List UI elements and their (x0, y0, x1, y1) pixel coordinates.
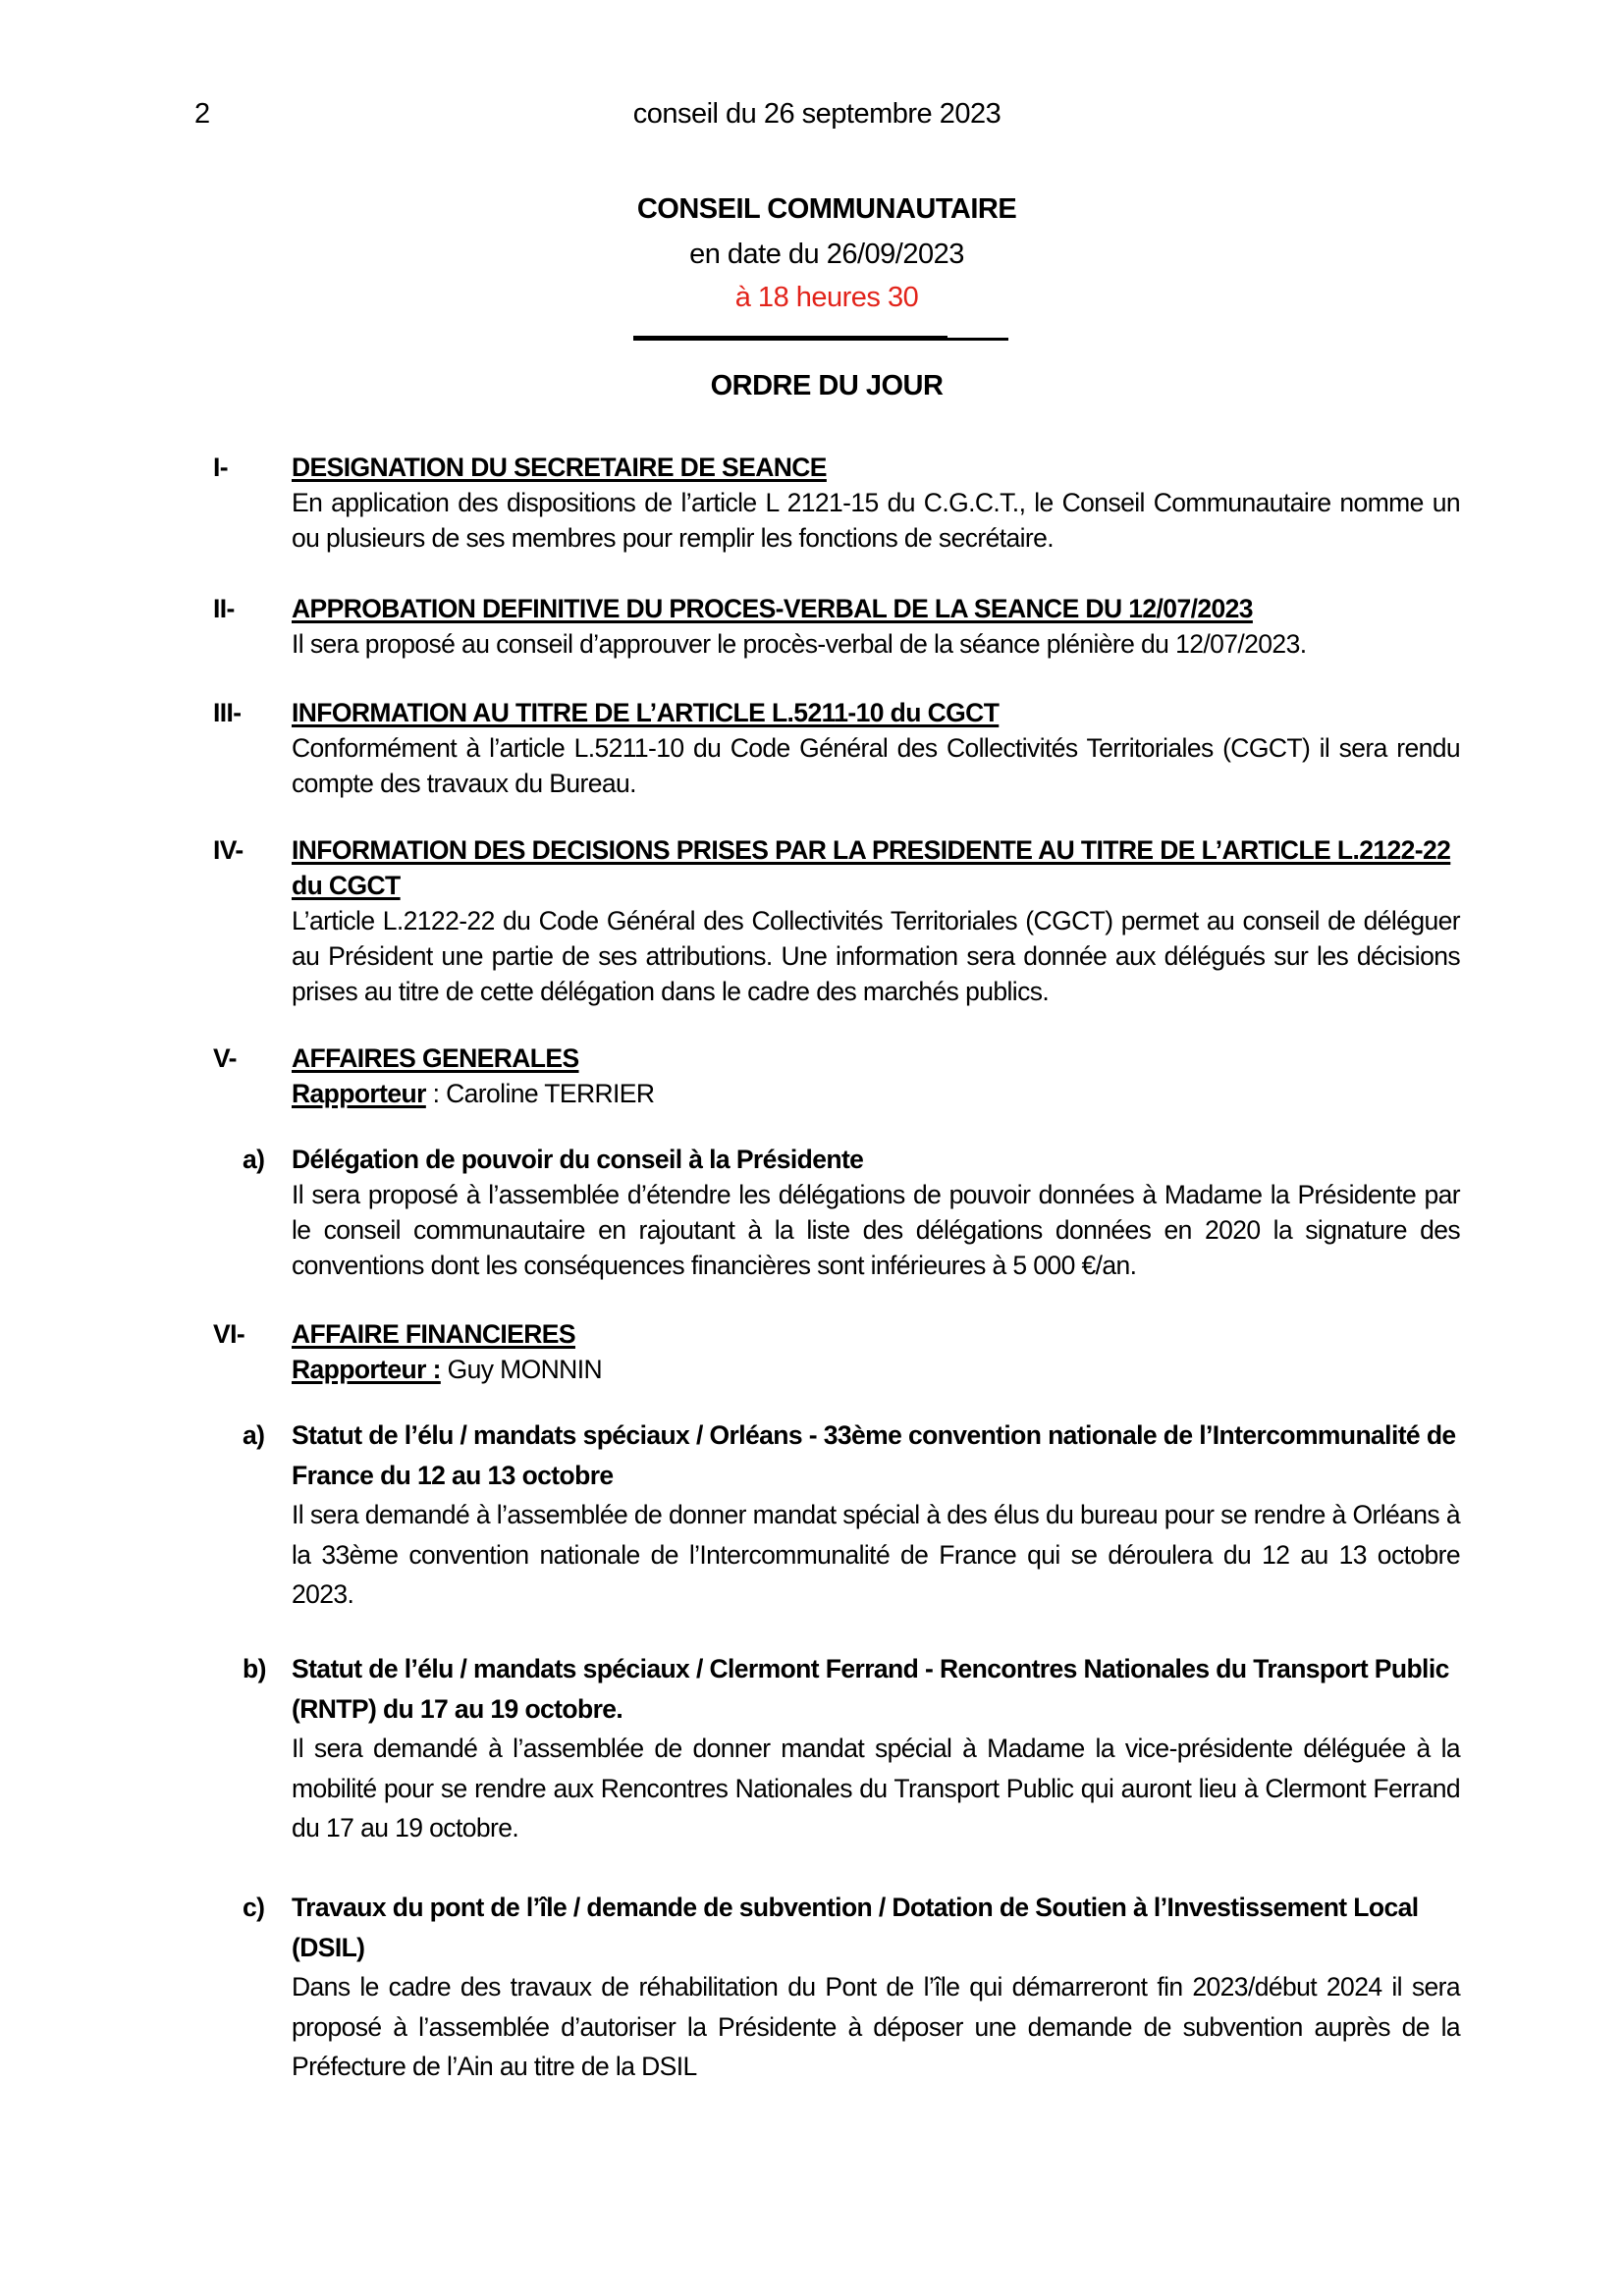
item-letter: a) (243, 1420, 265, 1450)
document-title: CONSEIL COMMUNAUTAIRE (636, 193, 1017, 225)
item-heading: Travaux du pont de l’île / demande de subvention / Dotation de Soutien à l’Investissement Local (DSIL) (292, 1893, 1419, 1962)
section-number: IV- (213, 835, 244, 865)
item-letter: b) (243, 1654, 266, 1683)
rapporteur-separator (441, 1355, 448, 1384)
section-text: L’article L.2122-22 du Code Général des Collectivités Territoriales (CGCT) permet au conseil de déléguer au Président une partie de ses attributions. Une information sera donnée aux délégués sur les décisions prises au titre de cette délégation dans le cadre des marchés publics. (292, 906, 1460, 1006)
rapporteur-label: Rapporteur : (292, 1355, 441, 1384)
rapporteur-line (292, 1076, 1460, 1111)
section-number: II- (213, 594, 235, 623)
item-text: Il sera proposé à l’assemblée d’étendre les délégations de pouvoir données à Madame la Présidente par le conseil communautaire en rajoutant à la liste des délégations données en 2020 la signature des conventions dont les conséquences financières sont inférieures à 5 000 €/an. (292, 1180, 1460, 1280)
agenda-section-1 (213, 450, 1460, 556)
item-heading: Statut de l’élu / mandats spéciaux / Orléans - 33ème convention nationale de l’Intercommunalité de France du 12 au 13 octobre (292, 1420, 1456, 1490)
agenda-section-6 (213, 1316, 1460, 1387)
running-title: conseil du 26 septembre 2023 (632, 98, 1001, 130)
item-text: Il sera demandé à l’assemblée de donner mandat spécial à des élus du bureau pour se rendre à Orléans à la 33ème convention nationale de l’Intercommunalité de France qui se déroulera du 12 au 13 octobre 2023. (292, 1500, 1460, 1609)
section-text: Conformément à l’article L.5211-10 du Code Général des Collectivités Territoriales (CGCT) il sera rendu compte des travaux du Bureau. (292, 733, 1460, 798)
section-heading: AFFAIRES GENERALES (292, 1043, 579, 1073)
item-text: Dans le cadre des travaux de réhabilitation du Pont de l’île qui démarreront fin 2023/début 2024 il sera proposé à l’assemblée d’autoriser la Présidente à déposer une demande de subvention auprès de la Préfecture de l’Ain au titre de la DSIL (292, 1972, 1460, 2081)
title-divider (633, 336, 947, 341)
agenda-item-6a (243, 1415, 1460, 1615)
meeting-time: à 18 heures 30 (734, 282, 919, 313)
section-heading: INFORMATION DES DECISIONS PRISES PAR LA PRESIDENTE AU TITRE DE L’ARTICLE L.2122-22 du CGCT (292, 835, 1451, 900)
rapporteur-label: Rapporteur (292, 1079, 426, 1108)
rapporteur-name: Guy MONNIN (447, 1355, 603, 1384)
agenda-section-4 (213, 832, 1460, 1009)
item-heading: Délégation de pouvoir du conseil à la Présidente (292, 1145, 864, 1174)
section-number: V- (213, 1043, 237, 1073)
section-text: Il sera proposé au conseil d’approuver le procès-verbal de la séance plénière du 12/07/2023. (292, 629, 1307, 659)
section-number: III- (213, 698, 242, 727)
section-heading: APPROBATION DEFINITIVE DU PROCES-VERBAL DE LA SEANCE DU 12/07/2023 (292, 594, 1253, 623)
item-letter: c) (243, 1893, 265, 1922)
section-number: I- (213, 453, 228, 482)
section-heading: AFFAIRE FINANCIERES (292, 1319, 575, 1349)
rapporteur-line (292, 1352, 1460, 1387)
agenda-section-2 (213, 591, 1460, 662)
rapporteur-separator: : (425, 1079, 447, 1108)
agenda-section-5 (213, 1041, 1460, 1111)
section-heading: INFORMATION AU TITRE DE L’ARTICLE L.5211-10 du CGCT (292, 698, 1000, 727)
title-divider-tail (947, 338, 1008, 341)
section-number: VI- (213, 1319, 245, 1349)
item-text: Il sera demandé à l’assemblée de donner mandat spécial à Madame la vice-présidente déléguée à la mobilité pour se rendre aux Rencontres Nationales du Transport Public qui auront lieu à Clermont Ferrand du 17 au 19 octobre. (292, 1734, 1460, 1842)
agenda-item-5a (243, 1142, 1460, 1283)
meeting-date: en date du 26/09/2023 (689, 239, 964, 270)
page-number: 2 (194, 98, 211, 130)
section-text: En application des dispositions de l’article L 2121-15 du C.G.C.T., le Conseil Communautaire nomme un ou plusieurs de ses membres pour remplir les fonctions de secrétaire. (292, 488, 1460, 553)
agenda-title: ORDRE DU JOUR (710, 370, 944, 401)
item-letter: a) (243, 1145, 265, 1174)
section-heading: DESIGNATION DU SECRETAIRE DE SEANCE (292, 453, 827, 482)
item-heading: Statut de l’élu / mandats spéciaux / Clermont Ferrand - Rencontres Nationales du Transport Public (RNTP) du 17 au 19 octobre. (292, 1654, 1449, 1724)
agenda-item-6c (243, 1888, 1460, 2087)
agenda-section-3 (213, 695, 1460, 801)
agenda-item-6b (243, 1649, 1460, 1848)
rapporteur-name: Caroline TERRIER (446, 1079, 655, 1108)
